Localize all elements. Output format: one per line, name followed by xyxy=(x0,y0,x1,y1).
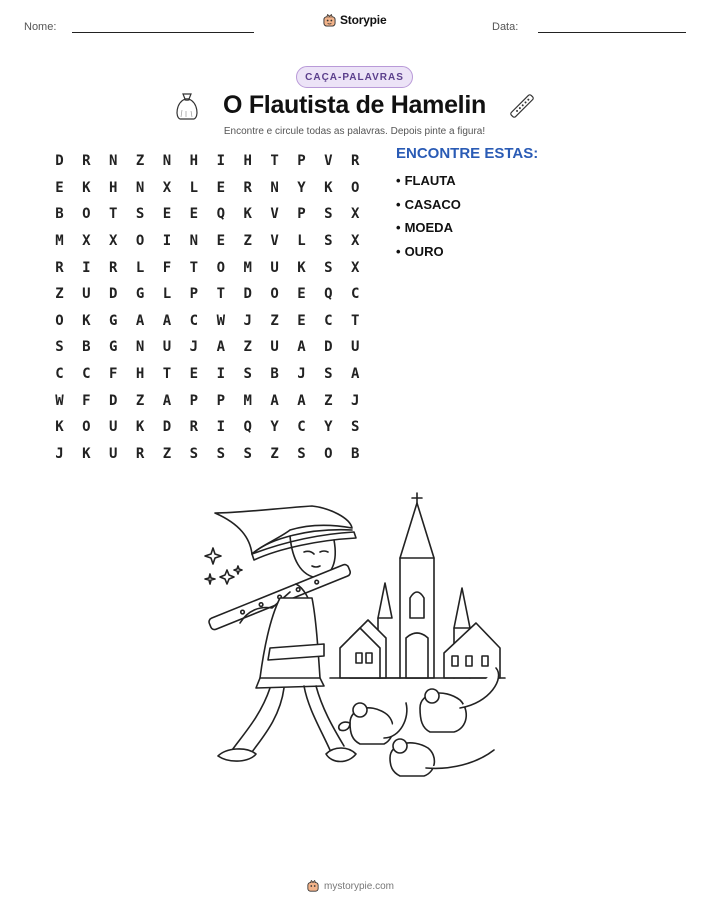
grid-letter[interactable]: E xyxy=(55,179,64,196)
grid-letter[interactable]: M xyxy=(55,233,64,250)
grid-letter[interactable]: Z xyxy=(324,392,333,409)
word-list-item xyxy=(396,219,461,243)
grid-letter[interactable]: I xyxy=(162,233,172,250)
brand-name: Storypie xyxy=(340,13,387,27)
grid-letter[interactable]: O xyxy=(216,259,225,276)
grid-letter[interactable]: A xyxy=(297,339,306,356)
grid-letter[interactable]: I xyxy=(82,259,91,276)
grid-letter[interactable]: E xyxy=(216,233,225,250)
grid-letter[interactable]: V xyxy=(270,206,279,223)
grid-letter[interactable]: T xyxy=(162,366,172,383)
grid-letter[interactable]: H xyxy=(189,153,199,170)
grid-letter[interactable]: X xyxy=(351,233,360,250)
grid-letter[interactable]: S xyxy=(216,445,225,462)
bullet: • xyxy=(396,173,401,188)
grid-letter[interactable]: E xyxy=(189,366,199,383)
grid-letter[interactable]: N xyxy=(135,339,145,356)
grid-letter[interactable]: O xyxy=(55,312,64,329)
word-text: OURO xyxy=(404,243,444,259)
word-list xyxy=(396,172,461,266)
grid-letter[interactable]: J xyxy=(189,339,199,356)
grid-letter[interactable]: Q xyxy=(324,286,333,303)
category-badge: CAÇA-PALAVRAS xyxy=(296,66,413,88)
word-search-grid[interactable] xyxy=(46,148,369,467)
bullet: • xyxy=(396,196,401,212)
grid-letter[interactable]: L xyxy=(162,286,172,303)
grid-letter[interactable]: M xyxy=(243,392,252,409)
grid-letter[interactable]: O xyxy=(351,179,360,196)
word-text: MOEDA xyxy=(404,220,453,235)
word-text: FLAUTA xyxy=(404,173,456,188)
grid-letter[interactable]: P xyxy=(297,206,306,223)
grid-letter[interactable]: T xyxy=(189,259,199,276)
grid-letter[interactable]: K xyxy=(324,179,333,196)
grid-letter[interactable]: B xyxy=(270,366,279,383)
grid-letter[interactable]: O xyxy=(135,233,145,250)
grid-letter[interactable]: F xyxy=(109,366,118,383)
grid-letter[interactable]: Z xyxy=(162,445,172,462)
grid-letter[interactable]: D xyxy=(243,286,252,303)
grid-letter[interactable]: V xyxy=(270,233,279,250)
grid-letter[interactable]: Q xyxy=(243,419,252,436)
grid-letter[interactable]: J xyxy=(297,366,306,383)
grid-letter[interactable]: X xyxy=(351,206,360,223)
grid-letter[interactable]: S xyxy=(297,445,306,462)
grid-letter[interactable]: D xyxy=(55,153,64,170)
grid-letter[interactable]: D xyxy=(162,419,172,436)
grid-letter[interactable]: T xyxy=(351,312,360,329)
grid-row xyxy=(46,254,369,281)
grid-letter[interactable]: K xyxy=(82,179,91,196)
storypie-logo-icon xyxy=(323,14,336,27)
grid-letter[interactable]: O xyxy=(82,419,91,436)
grid-letter[interactable]: A xyxy=(162,312,172,329)
footer-url[interactable]: mystorypie.com xyxy=(324,880,395,892)
grid-letter[interactable]: Z xyxy=(270,312,279,329)
word-list-title: ENCONTRE ESTAS: xyxy=(396,145,539,162)
grid-letter[interactable]: Z xyxy=(270,445,279,462)
grid-letter[interactable]: Y xyxy=(297,179,306,196)
grid-letter[interactable]: W xyxy=(55,392,64,409)
bullet: • xyxy=(396,243,401,259)
grid-letter[interactable]: U xyxy=(109,419,118,436)
grid-letter[interactable]: S xyxy=(324,233,333,250)
grid-row xyxy=(46,361,369,388)
grid-letter[interactable]: E xyxy=(216,179,225,196)
grid-letter[interactable]: N xyxy=(162,153,172,170)
grid-letter[interactable]: L xyxy=(189,179,199,196)
grid-letter[interactable]: U xyxy=(270,339,279,356)
grid-letter[interactable]: G xyxy=(109,339,118,356)
grid-letter[interactable]: Z xyxy=(243,233,252,250)
grid-letter[interactable]: R xyxy=(351,153,360,170)
grid-letter[interactable]: K xyxy=(55,419,64,436)
grid-letter[interactable]: V xyxy=(324,153,333,170)
grid-letter[interactable]: A xyxy=(297,392,306,409)
grid-letter[interactable]: O xyxy=(324,445,333,462)
grid-row xyxy=(46,414,369,441)
date-label: Data: xyxy=(492,21,519,33)
bullet: • xyxy=(396,220,401,235)
grid-letter[interactable]: K xyxy=(297,259,306,276)
name-label: Nome: xyxy=(24,21,57,33)
footer xyxy=(307,880,394,892)
grid-letter[interactable]: S xyxy=(324,206,333,223)
grid-letter[interactable]: R xyxy=(243,179,252,196)
grid-letter[interactable]: N xyxy=(109,153,118,170)
grid-letter[interactable]: Z xyxy=(135,153,145,170)
word-list-item xyxy=(396,243,461,267)
grid-letter[interactable]: D xyxy=(109,286,118,303)
grid-letter[interactable]: X xyxy=(82,233,91,250)
grid-row xyxy=(46,308,369,335)
instructions: Encontre e circule todas as palavras. Depois pinte a figura! xyxy=(223,126,486,137)
grid-letter[interactable]: E xyxy=(297,312,306,329)
grid-letter[interactable]: S xyxy=(324,259,333,276)
grid-letter[interactable]: U xyxy=(270,259,279,276)
grid-letter[interactable]: F xyxy=(162,259,172,276)
grid-letter[interactable]: P xyxy=(216,392,225,409)
grid-letter[interactable]: J xyxy=(55,445,64,462)
grid-letter[interactable]: U xyxy=(109,445,118,462)
grid-letter[interactable]: H xyxy=(109,179,118,196)
grid-letter[interactable]: U xyxy=(82,286,91,303)
grid-letter[interactable]: J xyxy=(351,392,360,409)
grid-letter[interactable]: A xyxy=(351,366,360,383)
grid-letter[interactable]: C xyxy=(351,286,360,303)
grid-letter[interactable]: Y xyxy=(270,419,279,436)
grid-letter[interactable]: R xyxy=(189,419,199,436)
grid-row xyxy=(46,441,369,468)
grid-letter[interactable]: N xyxy=(270,179,279,196)
pied-piper-illustration[interactable] xyxy=(200,488,510,788)
grid-letter[interactable]: C xyxy=(82,366,91,383)
sparkle-icons xyxy=(205,548,242,584)
grid-letter[interactable]: E xyxy=(297,286,306,303)
grid-letter[interactable]: Z xyxy=(135,392,145,409)
grid-letter[interactable]: C xyxy=(55,366,64,383)
grid-letter[interactable]: B xyxy=(82,339,91,356)
grid-letter[interactable]: P xyxy=(189,286,199,303)
grid-letter[interactable]: B xyxy=(55,206,64,223)
grid-letter[interactable]: O xyxy=(270,286,279,303)
grid-letter[interactable]: S xyxy=(55,339,64,356)
grid-letter[interactable]: G xyxy=(135,286,145,303)
grid-row xyxy=(46,281,369,308)
grid-letter[interactable]: H xyxy=(243,153,252,170)
word-text: CASACO xyxy=(404,196,461,212)
grid-letter[interactable]: I xyxy=(216,153,225,170)
grid-letter[interactable]: H xyxy=(135,366,145,383)
grid-letter[interactable]: W xyxy=(216,312,225,329)
grid-letter[interactable]: O xyxy=(82,206,91,223)
grid-letter[interactable]: X xyxy=(109,233,118,250)
grid-row xyxy=(46,228,369,255)
grid-row xyxy=(46,175,369,202)
grid-letter[interactable]: D xyxy=(324,339,333,356)
grid-letter[interactable]: S xyxy=(351,419,360,436)
grid-letter[interactable]: Y xyxy=(324,419,333,436)
grid-letter[interactable]: X xyxy=(351,259,360,276)
grid-row xyxy=(46,387,369,414)
grid-letter[interactable]: K xyxy=(135,419,145,436)
grid-letter[interactable]: A xyxy=(135,312,145,329)
grid-letter[interactable]: Z xyxy=(243,339,252,356)
grid-letter[interactable]: R xyxy=(109,259,118,276)
date-line[interactable] xyxy=(538,32,686,33)
grid-letter[interactable]: R xyxy=(55,259,64,276)
grid-letter[interactable]: A xyxy=(270,392,279,409)
grid-letter[interactable]: L xyxy=(297,233,306,250)
grid-row xyxy=(46,201,369,228)
grid-letter[interactable]: T xyxy=(109,206,118,223)
storypie-footer-icon xyxy=(307,880,319,892)
grid-letter[interactable]: S xyxy=(324,366,333,383)
grid-letter[interactable]: G xyxy=(109,312,118,329)
grid-letter[interactable]: I xyxy=(216,366,225,383)
grid-letter[interactable]: B xyxy=(351,445,360,462)
brand-logo xyxy=(323,13,386,27)
grid-letter[interactable]: N xyxy=(189,233,199,250)
grid-letter[interactable]: P xyxy=(189,392,199,409)
word-list-item xyxy=(396,196,461,220)
grid-letter[interactable]: S xyxy=(243,445,252,462)
grid-letter[interactable]: S xyxy=(189,445,199,462)
grid-letter[interactable]: R xyxy=(82,153,91,170)
grid-row xyxy=(46,334,369,361)
grid-letter[interactable]: P xyxy=(297,153,306,170)
grid-letter[interactable]: A xyxy=(162,392,172,409)
grid-letter[interactable]: A xyxy=(216,339,225,356)
grid-letter[interactable]: C xyxy=(297,419,306,436)
grid-letter[interactable]: K xyxy=(82,312,91,329)
flute-icon xyxy=(507,90,537,122)
grid-letter[interactable]: T xyxy=(270,153,279,170)
grid-letter[interactable]: T xyxy=(216,286,225,303)
page-title: O Flautista de Hamelin xyxy=(223,91,486,119)
grid-letter[interactable]: C xyxy=(324,312,333,329)
grid-letter[interactable]: L xyxy=(135,259,145,276)
grid-letter[interactable]: S xyxy=(243,366,252,383)
grid-letter[interactable]: E xyxy=(162,206,172,223)
grid-row xyxy=(46,148,369,175)
grid-letter[interactable]: S xyxy=(135,206,145,223)
grid-letter[interactable]: K xyxy=(82,445,91,462)
grid-letter[interactable]: F xyxy=(82,392,91,409)
grid-letter[interactable]: Z xyxy=(55,286,64,303)
grid-letter[interactable]: N xyxy=(135,179,145,196)
grid-letter[interactable]: I xyxy=(216,419,225,436)
word-list-item xyxy=(396,172,461,196)
grid-letter[interactable]: E xyxy=(189,206,199,223)
grid-letter[interactable]: U xyxy=(162,339,172,356)
name-line[interactable] xyxy=(72,32,254,33)
grid-letter[interactable]: R xyxy=(135,445,145,462)
grid-letter[interactable]: M xyxy=(243,259,252,276)
grid-letter[interactable]: X xyxy=(162,179,172,196)
grid-letter[interactable]: U xyxy=(351,339,360,356)
grid-letter[interactable]: K xyxy=(243,206,252,223)
grid-letter[interactable]: C xyxy=(189,312,199,329)
grid-letter[interactable]: D xyxy=(109,392,118,409)
grid-letter[interactable]: Q xyxy=(216,206,225,223)
grid-letter[interactable]: J xyxy=(243,312,252,329)
